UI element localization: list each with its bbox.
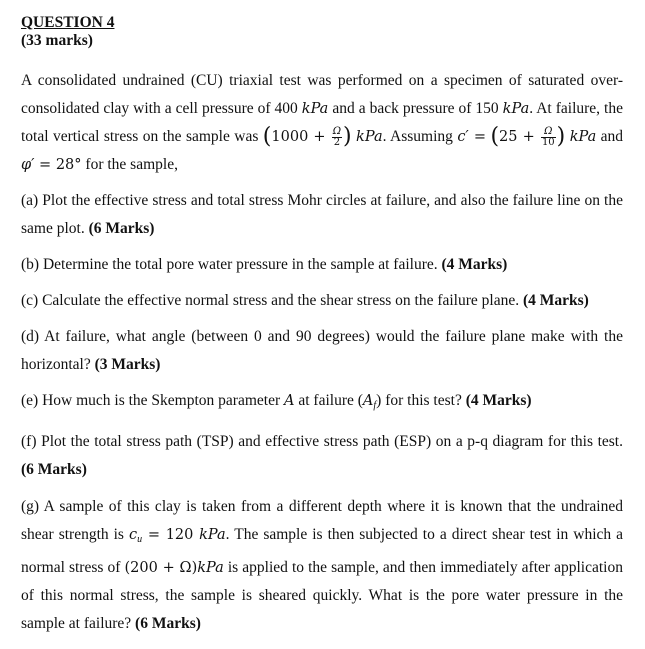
intro-text-6: for the sample, <box>81 156 178 173</box>
intro-text-2: and a back pressure of 150 <box>328 100 503 117</box>
part-f <box>21 428 623 484</box>
part-b-text: (b) Determine the total pore water pressure in the sample at failure. <box>21 256 442 273</box>
skempton-af-symbol: A <box>362 393 374 409</box>
part-f-text: (f) Plot the total stress path (TSP) and effective stress path (ESP) on a p-q diagram for this test. <box>21 433 623 450</box>
part-d-text: (d) At failure, what angle (between 0 and 90 degrees) would the failure plane make with the horizontal? <box>21 328 623 373</box>
part-e-text-1: (e) How much is the Skempton parameter <box>21 392 284 409</box>
part-a-marks: (6 Marks) <box>88 220 155 237</box>
part-g-text-3: is applied to the sample, and then immediately after application of this normal stress, the sample is sheared quickly. What is the pore water pressure in the sample at failure? <box>21 559 623 632</box>
close-paren: ) <box>343 124 352 149</box>
part-e-marks: (4 Marks) <box>465 392 532 409</box>
question-page <box>21 14 623 638</box>
fraction-numerator: Ω <box>332 125 342 137</box>
undrained-strength-value: = 120 <box>142 527 200 543</box>
question-title: QUESTION 4 <box>21 14 115 31</box>
part-g-marks: (6 Marks) <box>135 615 201 632</box>
part-g-text-2: . The sample is then subjected to a direct shear test in which a normal stress of <box>21 526 623 576</box>
friction-angle-symbol: φ′ <box>21 157 35 173</box>
part-a <box>21 187 623 243</box>
cohesion-symbol: c′ = <box>457 129 487 145</box>
skempton-symbol: A <box>284 393 295 409</box>
part-e-text-2: at failure ( <box>294 392 363 409</box>
fraction-numerator: Ω <box>541 127 556 138</box>
part-g-text-1: (g) A sample of this clay is taken from a different depth where it is known that the undrained shear strength is <box>21 498 623 543</box>
undrained-strength-symbol: c <box>128 527 138 543</box>
intro-text-5: and <box>596 128 624 145</box>
skempton-af-subscript: f <box>373 400 377 411</box>
intro-text-4: . Assuming <box>382 128 458 145</box>
intro-text-1: A consolidated undrained (CU) triaxial test was performed on a specimen of saturated over-consolidated clay with a cell pressure of 400 <box>21 72 623 117</box>
part-a-text: (a) Plot the effective stress and total stress Mohr circles at failure, and also the failure line on the same plot. <box>21 192 623 237</box>
unit-kpa: kPa <box>301 101 329 117</box>
fraction-denominator: 2 <box>333 136 341 148</box>
cohesion-base: 25 + <box>499 129 540 145</box>
part-f-marks: (6 Marks) <box>21 461 87 478</box>
part-c-marks: (4 Marks) <box>522 292 589 309</box>
normal-stress-expression: (200 + Ω) <box>124 560 198 576</box>
part-d <box>21 323 623 379</box>
fraction-denominator: 10 <box>541 136 555 148</box>
fraction-omega-over-10 <box>541 127 556 148</box>
part-b-marks: (4 Marks) <box>441 256 508 273</box>
intro-paragraph <box>21 67 623 179</box>
part-c <box>21 287 623 315</box>
part-g <box>21 493 623 638</box>
fraction-omega-over-2 <box>332 127 342 148</box>
part-e <box>21 387 623 420</box>
intro-text-3: . At failure, the total vertical stress on the sample was <box>21 100 623 145</box>
part-d-marks: (3 Marks) <box>94 356 161 373</box>
undrained-strength-subscript: u <box>137 534 143 545</box>
unit-kpa: kPa <box>356 129 383 145</box>
part-b <box>21 251 623 279</box>
open-paren: ( <box>262 124 272 149</box>
open-paren: ( <box>490 124 500 149</box>
friction-angle-value: = 28° <box>34 157 82 173</box>
unit-kpa: kPa <box>197 560 224 576</box>
close-paren: ) <box>556 124 566 149</box>
unit-kpa: kPa <box>199 527 226 543</box>
part-e-text-3: ) for this test? <box>376 392 466 409</box>
question-marks: (33 marks) <box>21 32 93 49</box>
part-c-text: (c) Calculate the effective normal stress and the shear stress on the failure plane. <box>21 292 523 309</box>
unit-kpa: kPa <box>502 101 530 117</box>
unit-kpa: kPa <box>569 129 597 145</box>
vertical-stress-base: 1000 + <box>271 129 331 145</box>
